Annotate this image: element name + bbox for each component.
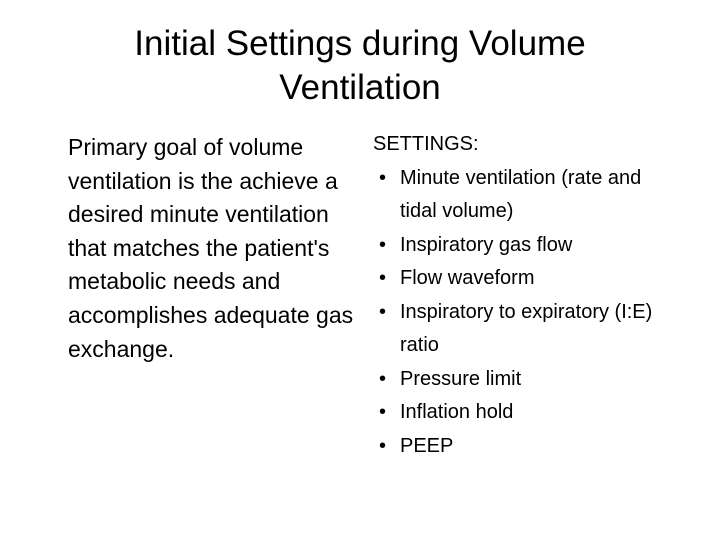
bullet-icon: • bbox=[379, 401, 387, 423]
bullet-icon: • bbox=[379, 267, 387, 289]
settings-column bbox=[373, 128, 693, 463]
settings-heading: SETTINGS: bbox=[373, 133, 479, 155]
settings-item-flow-waveform bbox=[373, 262, 693, 296]
bullet-icon: • bbox=[379, 367, 387, 390]
settings-item-ie-ratio bbox=[373, 296, 693, 363]
settings-item-inflation-hold bbox=[373, 396, 693, 430]
bullet-icon: • bbox=[379, 434, 387, 457]
settings-item-label: Inflation hold bbox=[400, 401, 514, 423]
bullet-icon: • bbox=[379, 166, 387, 189]
settings-list bbox=[373, 162, 693, 464]
settings-item-label: Pressure limit bbox=[400, 367, 522, 390]
settings-item-label: Flow waveform bbox=[400, 267, 535, 289]
settings-item-pressure-limit bbox=[373, 363, 693, 397]
settings-item-label: PEEP bbox=[400, 434, 454, 457]
settings-item-label: Inspiratory to expiratory (I:E) ratio bbox=[400, 300, 653, 356]
settings-item-label: Minute ventilation (rate and tidal volume) bbox=[400, 166, 642, 222]
bullet-icon: • bbox=[379, 233, 387, 256]
settings-item-label: Inspiratory gas flow bbox=[400, 233, 573, 256]
bullet-icon: • bbox=[379, 300, 387, 323]
settings-item-minute-ventilation bbox=[373, 162, 693, 229]
settings-item-inspiratory-gas-flow bbox=[373, 229, 693, 263]
settings-item-peep bbox=[373, 430, 693, 464]
goal-paragraph: Primary goal of volume ventilation is the achieve a desired minute ventilation that matches the patient's metabolic needs and accomplishes adequate gas exchange. bbox=[68, 134, 354, 362]
slide-title: Initial Settings during Volume Ventilation bbox=[134, 24, 586, 107]
